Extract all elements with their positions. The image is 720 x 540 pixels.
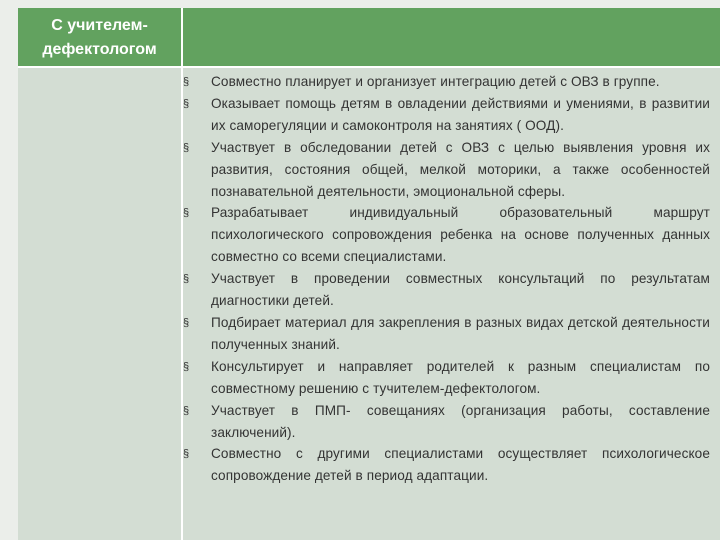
- list-item-text: Подбирает материал для закрепления в разных видах детской деятельности полученных знаний.: [211, 314, 710, 352]
- bullet-icon: §: [182, 273, 190, 286]
- list-item-text: Участвует в обследовании детей с ОВЗ с целью выявления уровня их развития, состояния общей, мелкой моторики, а также особенностей познавательной деятельности, эмоциональной сферы.: [211, 139, 710, 199]
- list-item-text: Участвует в проведении совместных консультаций по результатам диагностики детей.: [211, 271, 710, 309]
- bullet-icon: §: [182, 360, 190, 373]
- list-item-text: Консультирует и направляет родителей к разным специалистам по совместному решению с тучителем-дефектологом.: [211, 358, 710, 396]
- header-divider: [18, 66, 720, 68]
- bullet-icon: §: [182, 316, 190, 329]
- list-item: [181, 71, 710, 93]
- list-item: [181, 400, 710, 444]
- bullet-icon: §: [182, 404, 190, 417]
- bullet-icon: §: [182, 97, 190, 110]
- header-title: [18, 8, 181, 66]
- table-header-row: [18, 8, 720, 66]
- bullet-icon: §: [182, 76, 190, 88]
- list-item: [181, 312, 710, 356]
- list-item: [181, 356, 710, 400]
- bullet-icon: §: [182, 141, 190, 154]
- content-table: [18, 8, 720, 540]
- list-item: [181, 137, 710, 203]
- bullet-icon: §: [182, 448, 190, 461]
- bullet-icon: §: [182, 207, 190, 220]
- list-item-text: Участвует в ПМП- совещаниях (организация работы, составление заключений).: [211, 402, 710, 440]
- header-title-line-2: дефектологом: [42, 41, 157, 58]
- list-item-text: Совместно планирует и организует интеграцию детей с ОВЗ в группе.: [211, 74, 660, 89]
- list-item-text: Совместно с другими специалистами осуществляет психологическое сопровождение детей в период адаптации.: [211, 446, 710, 484]
- header-title-line-1: С учителем-: [51, 17, 148, 34]
- list-item: [181, 268, 710, 312]
- list-item-text: Разрабатывает индивидуальный образовательный маршрут психологического сопровождения ребенка на основе полученных данных совместно со всеми специалистами.: [211, 205, 710, 265]
- list-item: [181, 93, 710, 137]
- list-item: [181, 443, 710, 487]
- list-item-text: Оказывает помощь детям в овладении действиями и умениями, в развитии их саморегуляции и самоконтроля на занятиях ( ООД).: [211, 95, 710, 133]
- item-list: [181, 71, 710, 487]
- list-item: [181, 202, 710, 268]
